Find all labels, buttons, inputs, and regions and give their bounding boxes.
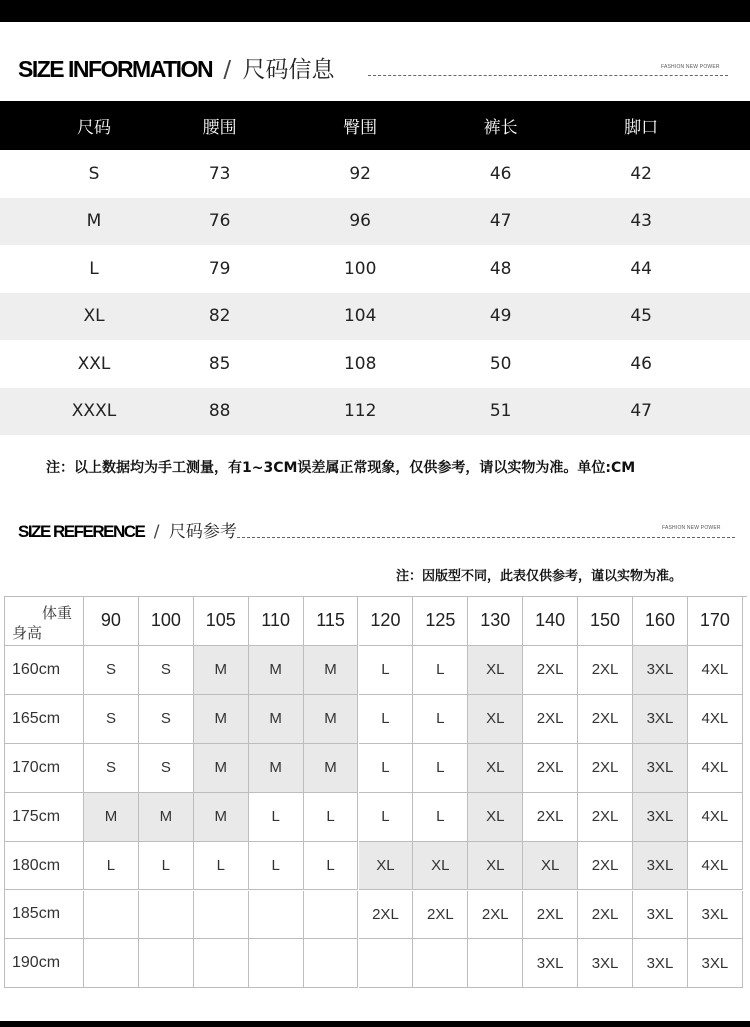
weight-header: 125 bbox=[413, 596, 468, 646]
size-recommendation-cell: L bbox=[304, 793, 359, 842]
size-recommendation-cell: L bbox=[194, 842, 249, 891]
size-recommendation-cell: M bbox=[194, 646, 249, 695]
size-recommendation-cell: L bbox=[413, 793, 468, 842]
size-recommendation-cell: 2XL bbox=[523, 695, 578, 744]
reference-note: 注：因版型不同，此表仅供参考，谨以实物为准。 bbox=[396, 569, 683, 584]
size-reference-title bbox=[18, 517, 237, 542]
size-recommendation-cell bbox=[84, 939, 139, 988]
size-recommendation-cell bbox=[249, 891, 304, 940]
weight-header: 90 bbox=[84, 596, 139, 646]
corner-weight-label: 体重 bbox=[42, 605, 73, 622]
size-cell-size: XXL bbox=[77, 353, 111, 374]
header-length: 裤长 bbox=[483, 118, 518, 138]
size-recommendation-cell: 4XL bbox=[688, 695, 743, 744]
size-information-title bbox=[18, 51, 334, 84]
size-recommendation-cell bbox=[304, 891, 359, 940]
size-cell-length: 51 bbox=[489, 401, 512, 421]
height-label: 160cm bbox=[4, 646, 84, 695]
title-separator: / bbox=[223, 57, 232, 83]
tagline: FASHION NEW POWER bbox=[661, 64, 720, 70]
size-cell-hip: 92 bbox=[349, 163, 371, 184]
size-cell-leg-opening: 45 bbox=[630, 306, 652, 326]
size-recommendation-cell bbox=[84, 891, 139, 940]
size-recommendation-cell bbox=[194, 891, 249, 940]
size-cell-size: XL bbox=[83, 306, 105, 326]
size-recommendation-cell: L bbox=[359, 646, 414, 695]
size-recommendation-cell: L bbox=[359, 744, 414, 793]
size-table-header bbox=[0, 101, 750, 150]
size-recommendation-cell: 3XL bbox=[688, 939, 743, 988]
corner-height-label: 身高 bbox=[12, 625, 43, 642]
size-reference-grid bbox=[4, 596, 747, 987]
size-recommendation-cell: 2XL bbox=[578, 842, 633, 891]
size-recommendation-cell: S bbox=[139, 744, 194, 793]
size-recommendation-cell: L bbox=[139, 842, 194, 891]
size-recommendation-cell: 4XL bbox=[688, 842, 743, 891]
size-table-row bbox=[0, 293, 750, 340]
size-cell-length: 48 bbox=[489, 258, 512, 279]
measurement-note: 注：以上数据均为手工测量，有1~3CM误差属正常现象，仅供参考，请以实物为准。单位:CM bbox=[46, 460, 636, 476]
title-dotted-line bbox=[237, 537, 735, 538]
size-recommendation-cell bbox=[304, 939, 359, 988]
weight-header: 100 bbox=[139, 596, 194, 646]
size-table-row bbox=[0, 150, 750, 197]
title-dotted-line bbox=[368, 75, 728, 76]
grid-corner bbox=[4, 596, 84, 646]
size-recommendation-cell bbox=[359, 939, 414, 988]
size-recommendation-cell: 2XL bbox=[523, 793, 578, 842]
size-recommendation-cell: S bbox=[84, 695, 139, 744]
size-recommendation-cell: 2XL bbox=[413, 891, 468, 940]
size-cell-leg-opening: 43 bbox=[630, 211, 652, 231]
size-cell-size: S bbox=[88, 163, 100, 184]
size-recommendation-cell: 2XL bbox=[359, 891, 414, 940]
size-recommendation-cell: 2XL bbox=[578, 793, 633, 842]
size-table-row bbox=[0, 388, 750, 435]
size-recommendation-cell: 3XL bbox=[633, 646, 688, 695]
header-size: 尺码 bbox=[77, 118, 111, 138]
size-cell-size: L bbox=[89, 258, 99, 279]
size-cell-waist: 88 bbox=[208, 401, 231, 421]
size-cell-length: 46 bbox=[489, 163, 512, 184]
size-recommendation-cell: S bbox=[84, 646, 139, 695]
size-cell-waist: 85 bbox=[208, 353, 231, 374]
weight-header: 130 bbox=[468, 596, 523, 646]
size-cell-length: 49 bbox=[489, 306, 512, 326]
header-hip: 臀围 bbox=[343, 118, 378, 138]
size-recommendation-cell: XL bbox=[523, 842, 578, 891]
weight-header: 150 bbox=[578, 596, 633, 646]
header-leg-opening: 脚口 bbox=[624, 118, 659, 138]
size-recommendation-cell: 3XL bbox=[633, 842, 688, 891]
size-recommendation-cell: M bbox=[304, 646, 359, 695]
size-recommendation-cell: 4XL bbox=[688, 646, 743, 695]
size-recommendation-cell: L bbox=[84, 842, 139, 891]
size-table-row bbox=[0, 198, 750, 245]
weight-header: 110 bbox=[249, 596, 304, 646]
size-recommendation-cell bbox=[139, 939, 194, 988]
height-label: 165cm bbox=[4, 695, 84, 744]
size-recommendation-cell bbox=[249, 939, 304, 988]
size-recommendation-cell: M bbox=[304, 744, 359, 793]
size-recommendation-cell: 2XL bbox=[523, 744, 578, 793]
size-recommendation-cell: L bbox=[359, 695, 414, 744]
size-recommendation-cell: 2XL bbox=[468, 891, 523, 940]
weight-header: 115 bbox=[304, 596, 359, 646]
size-recommendation-cell: M bbox=[249, 646, 304, 695]
height-label: 185cm bbox=[4, 891, 84, 940]
size-recommendation-cell bbox=[468, 939, 523, 988]
size-recommendation-cell: 2XL bbox=[578, 646, 633, 695]
size-cell-size: M bbox=[86, 211, 102, 231]
size-recommendation-cell: XL bbox=[468, 646, 523, 695]
size-recommendation-cell: 3XL bbox=[523, 939, 578, 988]
weight-header: 170 bbox=[688, 596, 743, 646]
height-label: 175cm bbox=[4, 793, 84, 842]
title-separator: / bbox=[153, 522, 160, 542]
size-recommendation-cell: L bbox=[413, 646, 468, 695]
size-recommendation-cell: XL bbox=[413, 842, 468, 891]
size-cell-length: 47 bbox=[489, 211, 512, 231]
height-label: 190cm bbox=[4, 939, 84, 988]
size-recommendation-cell: L bbox=[304, 842, 359, 891]
size-cell-hip: 108 bbox=[343, 353, 377, 374]
size-recommendation-cell: 3XL bbox=[633, 793, 688, 842]
size-recommendation-cell: 2XL bbox=[578, 744, 633, 793]
size-recommendation-cell: 4XL bbox=[688, 793, 743, 842]
size-recommendation-cell: XL bbox=[468, 695, 523, 744]
title-cn: 尺码信息 bbox=[242, 57, 335, 83]
size-recommendation-cell: M bbox=[249, 744, 304, 793]
header-waist: 腰围 bbox=[202, 118, 237, 138]
size-recommendation-cell bbox=[139, 891, 194, 940]
size-recommendation-cell: S bbox=[139, 695, 194, 744]
size-recommendation-cell: M bbox=[139, 793, 194, 842]
size-recommendation-cell: XL bbox=[468, 744, 523, 793]
size-recommendation-cell: XL bbox=[359, 842, 414, 891]
size-cell-leg-opening: 46 bbox=[630, 353, 652, 374]
size-recommendation-cell: S bbox=[139, 646, 194, 695]
size-recommendation-cell: XL bbox=[468, 793, 523, 842]
size-table-row bbox=[0, 245, 750, 292]
title-en: SIZE INFORMATION bbox=[18, 56, 213, 82]
size-recommendation-cell: 3XL bbox=[633, 695, 688, 744]
size-recommendation-cell: L bbox=[249, 793, 304, 842]
size-cell-waist: 79 bbox=[208, 258, 231, 279]
size-recommendation-cell: M bbox=[304, 695, 359, 744]
size-cell-hip: 104 bbox=[343, 306, 377, 326]
size-recommendation-cell bbox=[194, 939, 249, 988]
size-recommendation-cell: M bbox=[194, 695, 249, 744]
size-recommendation-cell: XL bbox=[468, 842, 523, 891]
size-recommendation-cell: 2XL bbox=[578, 695, 633, 744]
size-cell-leg-opening: 42 bbox=[630, 163, 652, 184]
size-recommendation-cell: L bbox=[413, 744, 468, 793]
weight-header: 140 bbox=[523, 596, 578, 646]
size-recommendation-cell: M bbox=[84, 793, 139, 842]
size-recommendation-cell: 3XL bbox=[578, 939, 633, 988]
size-recommendation-cell: M bbox=[194, 744, 249, 793]
title-en: SIZE REFERENCE bbox=[18, 522, 145, 541]
size-recommendation-cell: 4XL bbox=[688, 744, 743, 793]
size-recommendation-cell: 3XL bbox=[688, 891, 743, 940]
height-label: 170cm bbox=[4, 744, 84, 793]
tagline: FASHION NEW POWER bbox=[662, 525, 721, 531]
size-recommendation-cell: 2XL bbox=[578, 891, 633, 940]
size-cell-leg-opening: 47 bbox=[630, 401, 652, 421]
size-recommendation-cell: L bbox=[413, 695, 468, 744]
top-black-bar bbox=[0, 0, 750, 22]
size-cell-hip: 112 bbox=[343, 401, 377, 421]
size-cell-length: 50 bbox=[489, 353, 512, 374]
size-cell-waist: 82 bbox=[208, 306, 231, 326]
size-table-row bbox=[0, 340, 750, 387]
size-recommendation-cell: M bbox=[249, 695, 304, 744]
size-cell-hip: 100 bbox=[343, 258, 377, 279]
size-recommendation-cell bbox=[413, 939, 468, 988]
bottom-black-bar bbox=[0, 1021, 750, 1027]
size-recommendation-cell: 3XL bbox=[633, 939, 688, 988]
size-cell-leg-opening: 44 bbox=[630, 258, 652, 279]
size-cell-hip: 96 bbox=[349, 211, 371, 231]
size-recommendation-cell: M bbox=[194, 793, 249, 842]
weight-header: 160 bbox=[633, 596, 688, 646]
size-recommendation-cell: L bbox=[359, 793, 414, 842]
weight-header: 120 bbox=[359, 596, 414, 646]
size-recommendation-cell: 2XL bbox=[523, 646, 578, 695]
size-cell-waist: 73 bbox=[208, 163, 231, 184]
size-cell-waist: 76 bbox=[208, 211, 231, 231]
size-recommendation-cell: 2XL bbox=[523, 891, 578, 940]
weight-header: 105 bbox=[194, 596, 249, 646]
size-cell-size: XXXL bbox=[71, 401, 117, 421]
size-recommendation-cell: S bbox=[84, 744, 139, 793]
size-recommendation-cell: 3XL bbox=[633, 744, 688, 793]
height-label: 180cm bbox=[4, 842, 84, 891]
size-recommendation-cell: L bbox=[249, 842, 304, 891]
size-recommendation-cell: 3XL bbox=[633, 891, 688, 940]
title-cn: 尺码参考 bbox=[168, 522, 237, 542]
